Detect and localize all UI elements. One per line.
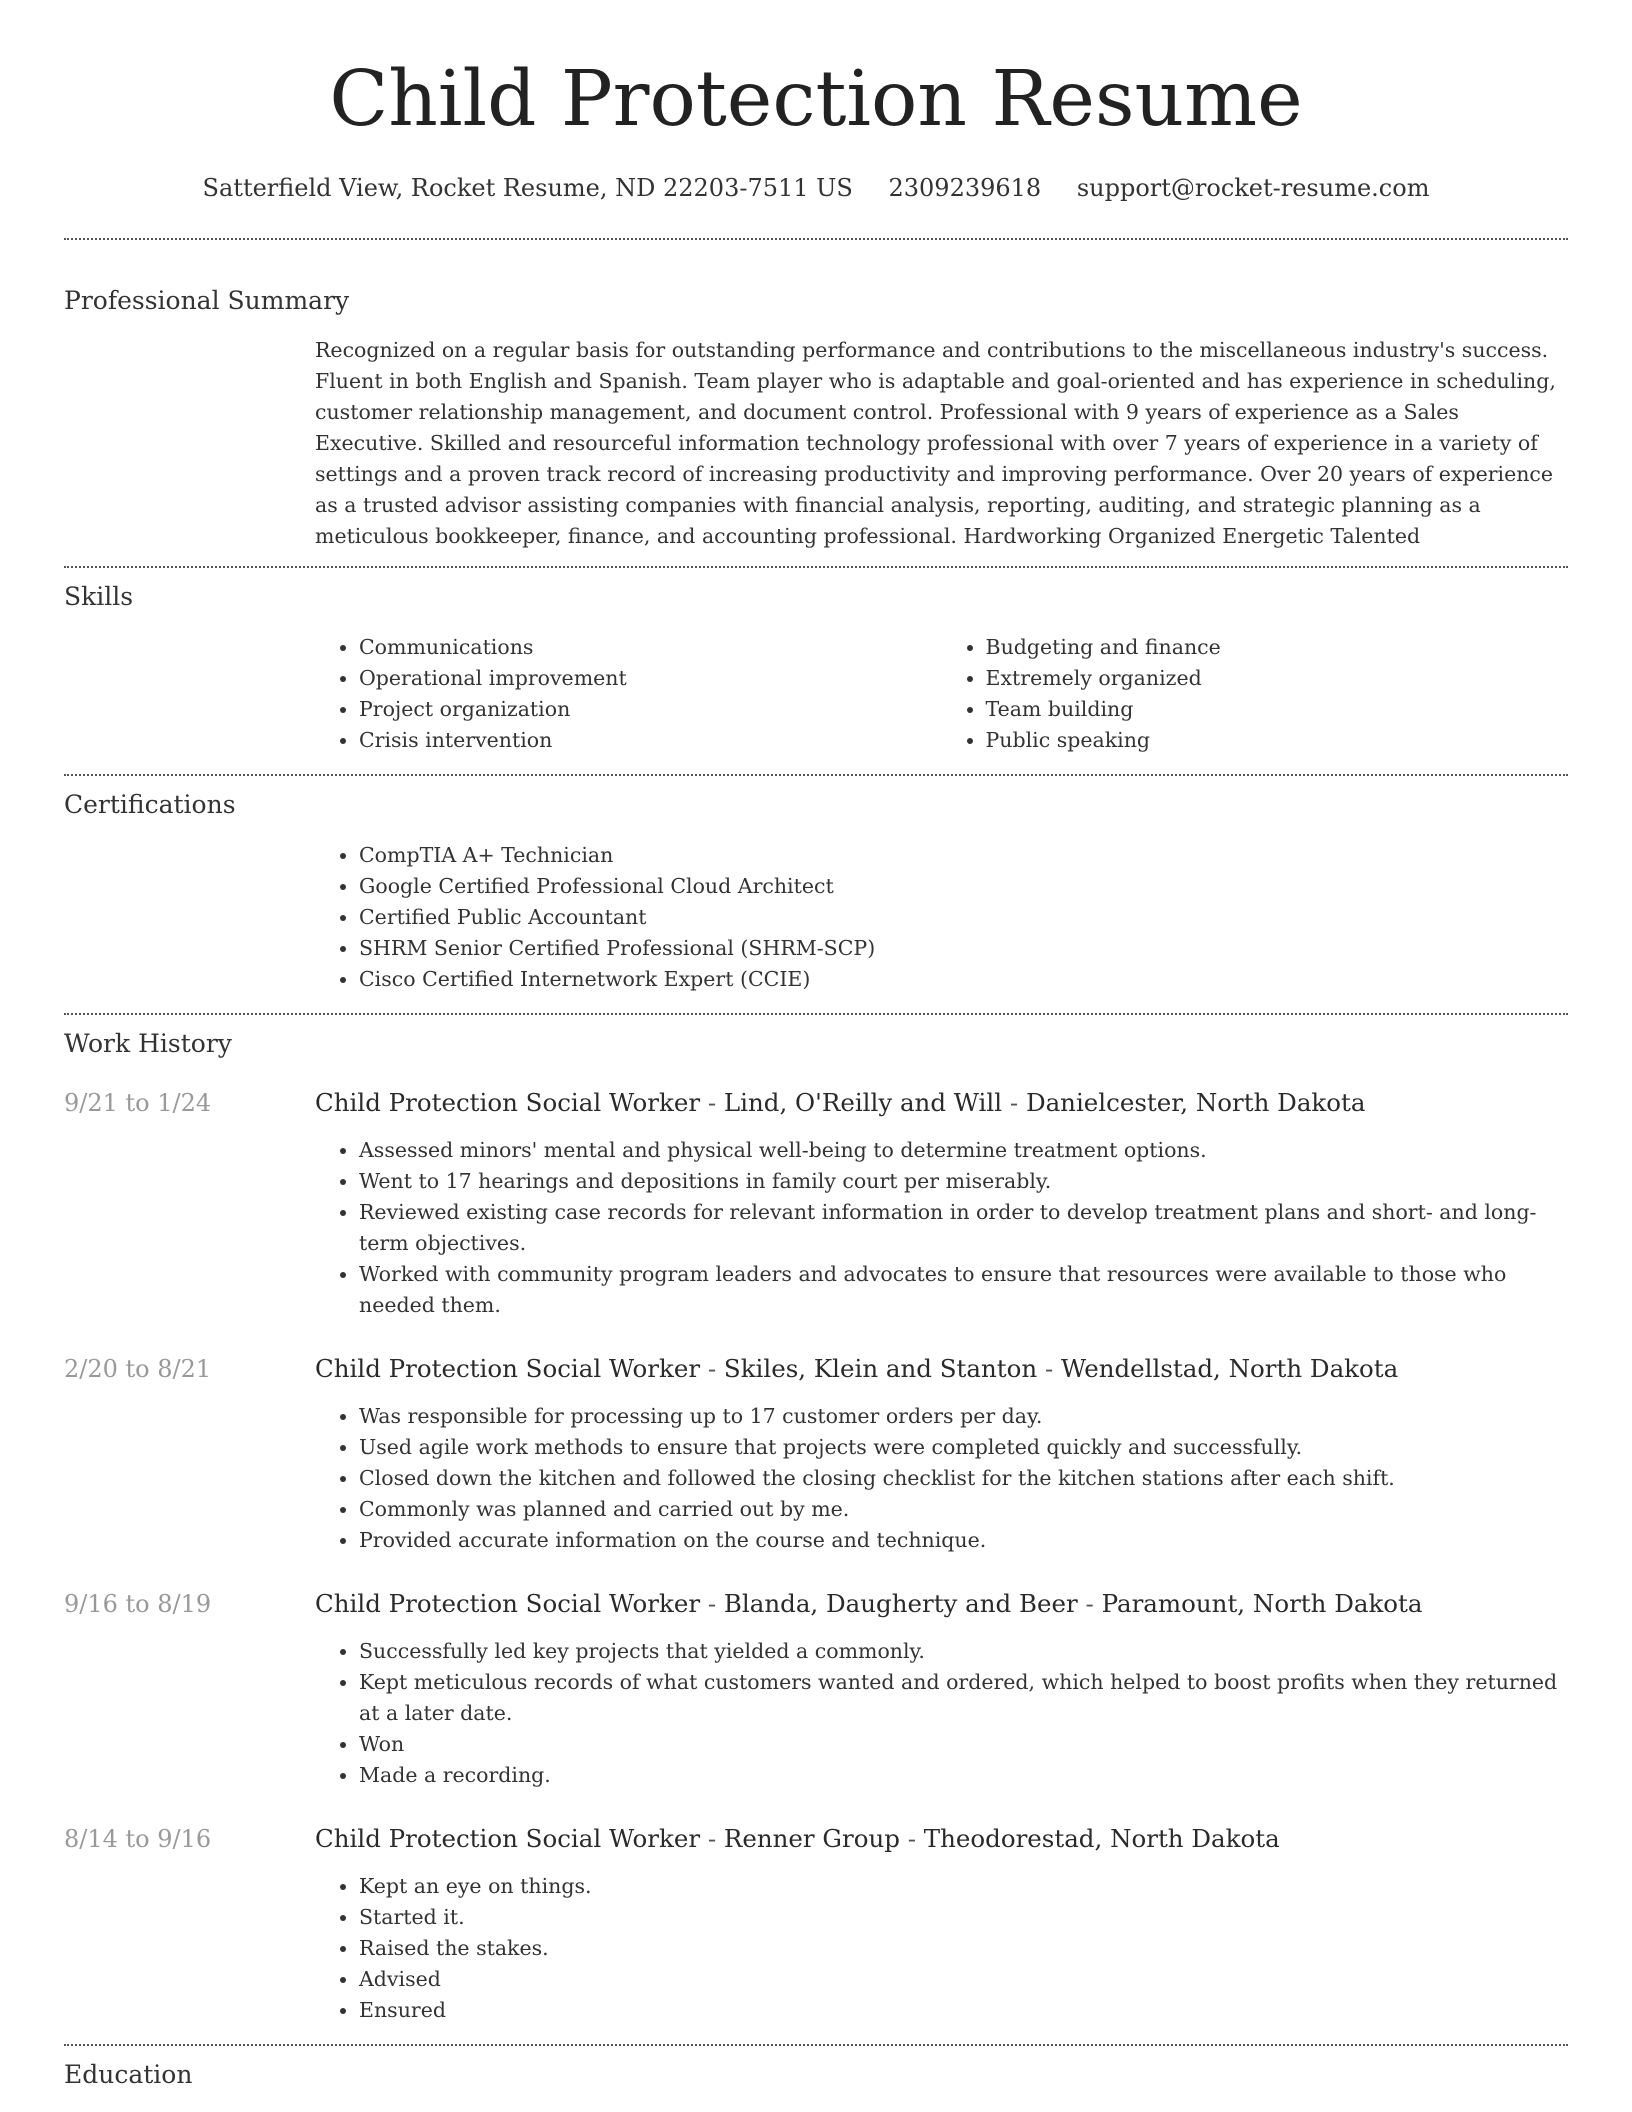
job-location: Paramount, North Dakota [1101, 1589, 1423, 1618]
title-separator: - [700, 1824, 724, 1853]
skill-item: • Team building [986, 694, 1569, 725]
contact-phone: 2309239618 [888, 174, 1042, 202]
certification-item: • Certified Public Accountant [359, 902, 1568, 933]
education-heading: Education [64, 2060, 193, 2089]
title-separator: - [700, 1088, 724, 1117]
skill-item: • Public speaking [986, 725, 1569, 756]
job-bullet: • Used agile work methods to ensure that projects were completed quickly and successfully. [359, 1432, 1568, 1463]
job-bullets [315, 1636, 1568, 1791]
summary-content [315, 335, 1568, 552]
job-bullet: • Kept an eye on things. [359, 1871, 1568, 1902]
work-history-section [64, 1015, 1568, 2044]
job-company: Lind, O'Reilly and Will [723, 1088, 1003, 1117]
job-bullet-list [315, 1401, 1568, 1556]
job-company: Renner Group [723, 1824, 900, 1853]
skills-list-right [942, 632, 1569, 756]
job-bullet: • Assessed minors' mental and physical well-being to determine treatment options. [359, 1135, 1568, 1166]
job-bullet-list [315, 1636, 1568, 1791]
certification-item: • SHRM Senior Certified Professional (SHRM-SCP) [359, 933, 1568, 964]
job-bullet: • Worked with community program leaders and advocates to ensure that resources were available to those who needed them. [359, 1259, 1568, 1321]
job-dates: 9/16 to 8/19 [64, 1590, 212, 1618]
education-section [64, 2046, 1568, 2092]
job-entry [64, 1823, 1568, 2026]
summary-text: Recognized on a regular basis for outstanding performance and contributions to the miscellaneous industry's success. Fluent in both English and Spanish. Team player who is adaptable and goal-oriented and has experience in scheduling, customer relationship management, and document control. Professional with 9 years of experience as a Sales Executive. Skilled and resourceful information technology professional with over 7 years of experience in a variety of settings and a proven track record of increasing productivity and improving performance. Over 20 years of experience as a trusted advisor assisting companies with financial analysis, reporting, auditing, and strategic planning as a meticulous bookkeeper, finance, and accounting professional. Hardworking Organized Energetic Talented [315, 338, 1556, 548]
job-dates: 9/21 to 1/24 [64, 1089, 212, 1117]
job-location: Theodorestad, North Dakota [923, 1824, 1280, 1853]
job-role: Child Protection Social Worker [315, 1589, 701, 1618]
job-title [315, 1588, 1568, 1620]
job-bullet: • Kept meticulous records of what customers wanted and ordered, which helped to boost profits when they returned at a later date. [359, 1667, 1568, 1729]
contact-email: support@rocket-resume.com [1076, 174, 1430, 202]
job-bullet: • Won [359, 1729, 1568, 1760]
job-bullet: • Reviewed existing case records for relevant information in order to develop treatment plans and short- and long-term objectives. [359, 1197, 1568, 1259]
job-bullet: • Advised [359, 1964, 1568, 1995]
job-location: Wendellstad, North Dakota [1061, 1354, 1399, 1383]
skill-item: • Project organization [359, 694, 942, 725]
job-company: Skiles, Klein and Stanton [723, 1354, 1038, 1383]
skill-item: • Communications [359, 632, 942, 663]
job-bullet: • Closed down the kitchen and followed the closing checklist for the kitchen stations after each shift. [359, 1463, 1568, 1494]
job-bullet-list [315, 1135, 1568, 1321]
job-entry [64, 1087, 1568, 1321]
skills-list-left [315, 632, 942, 756]
title-separator: - [700, 1589, 724, 1618]
job-bullet: • Successfully led key projects that yielded a commonly. [359, 1636, 1568, 1667]
job-title [315, 1087, 1568, 1119]
certifications-content [315, 840, 1568, 995]
job-bullet: • Provided accurate information on the course and technique. [359, 1525, 1568, 1556]
title-separator: - [1037, 1354, 1062, 1383]
title-separator: - [700, 1354, 724, 1383]
job-bullets [315, 1135, 1568, 1321]
certifications-section [64, 776, 1568, 1013]
skill-item: • Operational improvement [359, 663, 942, 694]
title-separator: - [1002, 1088, 1026, 1117]
skills-grid [315, 632, 1568, 756]
work-history-heading: Work History [64, 1029, 232, 1058]
job-entry [64, 1353, 1568, 1556]
job-bullet: • Went to 17 hearings and depositions in family court per miserably. [359, 1166, 1568, 1197]
contact-line [64, 172, 1568, 204]
skill-item: • Budgeting and finance [986, 632, 1569, 663]
certification-item: • Cisco Certified Internetwork Expert (CCIE) [359, 964, 1568, 995]
skill-item: • Extremely organized [986, 663, 1569, 694]
certifications-list [315, 840, 1568, 995]
skills-section [64, 568, 1568, 774]
certification-item: • CompTIA A+ Technician [359, 840, 1568, 871]
job-bullet: • Commonly was planned and carried out by me. [359, 1494, 1568, 1525]
job-bullet: • Was responsible for processing up to 17 customer orders per day. [359, 1401, 1568, 1432]
certification-item: • Google Certified Professional Cloud Architect [359, 871, 1568, 902]
job-title [315, 1353, 1568, 1385]
job-dates: 2/20 to 8/21 [64, 1355, 212, 1383]
job-role: Child Protection Social Worker [315, 1354, 701, 1383]
job-bullets [315, 1871, 1568, 2026]
summary-heading: Professional Summary [64, 286, 350, 315]
job-bullet: • Made a recording. [359, 1760, 1568, 1791]
job-company: Blanda, Daugherty and Beer [723, 1589, 1078, 1618]
skill-item: • Crisis intervention [359, 725, 942, 756]
job-dates: 8/14 to 9/16 [64, 1825, 212, 1853]
certifications-heading: Certifications [64, 790, 236, 819]
job-entry [64, 1588, 1568, 1791]
contact-address: Satterfield View, Rocket Resume, ND 22203-7511 US [202, 174, 853, 202]
title-separator: - [1077, 1589, 1102, 1618]
job-bullet: • Ensured [359, 1995, 1568, 2026]
title-separator: - [899, 1824, 924, 1853]
job-bullet: • Raised the stakes. [359, 1933, 1568, 1964]
job-bullets [315, 1401, 1568, 1556]
skills-heading: Skills [64, 582, 134, 611]
job-bullet-list [315, 1871, 1568, 2026]
page-title: Child Protection Resume [329, 55, 1303, 144]
resume-header [64, 0, 1568, 204]
summary-section [64, 240, 1568, 566]
job-bullet: • Started it. [359, 1902, 1568, 1933]
job-location: Danielcester, North Dakota [1025, 1088, 1366, 1117]
job-title [315, 1823, 1568, 1855]
job-role: Child Protection Social Worker [315, 1824, 701, 1853]
job-role: Child Protection Social Worker [315, 1088, 701, 1117]
